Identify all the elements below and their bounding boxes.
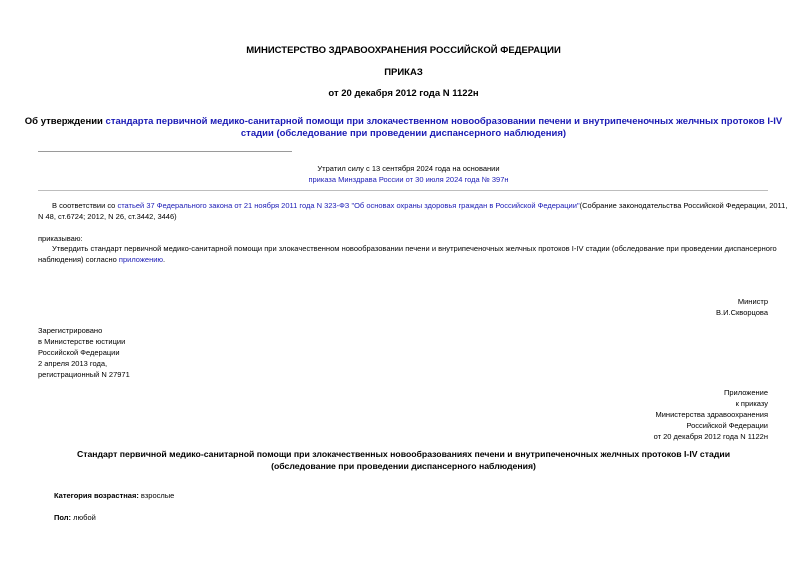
registration-line: 2 апреля 2013 года,: [38, 359, 108, 368]
order-text-line2: наблюдения) согласно приложению.: [38, 255, 166, 264]
age-category-label: Категория возрастная:: [54, 491, 139, 500]
doc-type-heading: ПРИКАЗ: [384, 67, 423, 78]
order-title-prefix: Об утверждении: [24, 116, 106, 127]
repeal-order-link[interactable]: приказа Минздрава России от 30 июля 2024 года № 397н: [308, 175, 509, 184]
appendix-line: к приказу: [735, 399, 768, 408]
preamble-source: (Собрание законодательства Российской Федерации, 2011,: [579, 201, 788, 210]
registration-line: регистрационный N 27971: [38, 370, 130, 379]
prikazyvayu: приказываю:: [38, 234, 83, 243]
appendix-line: от 20 декабря 2012 года N 1122н: [653, 432, 768, 441]
standard-title-line1: Стандарт первичной медико-санитарной помощи при злокачественных новообразованиях печени и внутрипеченочных желчных протоков I-IV стадии: [76, 449, 731, 459]
preamble-intro: В соответствии со: [52, 201, 118, 210]
standard-title-line2: (обследование при проведении диспансерного наблюдения): [271, 460, 536, 471]
appendix-block: [654, 387, 768, 442]
order-date-number: от 20 декабря 2012 года N 1122н: [328, 88, 479, 99]
standard-link-line2[interactable]: стадии (обследование при проведении диспансерного наблюдения): [240, 128, 567, 139]
appendix-line: Приложение: [724, 388, 768, 397]
standard-link-line1[interactable]: стандарта первичной медико-санитарной помощи при злокачественном новообразовании печени и внутрипеченочных желчных протоков I-IV: [105, 116, 783, 127]
sex-value: любой: [71, 513, 96, 522]
ministry-heading: МИНИСТЕРСТВО ЗДРАВООХРАНЕНИЯ РОССИЙСКОЙ ФЕДЕРАЦИИ: [246, 45, 561, 56]
status-note: [5, 163, 807, 185]
divider-short: [38, 151, 292, 152]
signature-name: В.И.Скворцова: [716, 308, 768, 317]
appendix-line: Российской Федерации: [686, 421, 768, 430]
order-text: [38, 243, 777, 265]
age-category-value: взрослые: [138, 491, 175, 500]
registration-line: Российской Федерации: [38, 348, 120, 357]
sex-label: Пол:: [54, 513, 72, 522]
order-title-line1: [0, 116, 807, 128]
registration-line: в Министерстве юстиции: [38, 337, 126, 346]
signature-position: Министр: [737, 297, 768, 306]
registration-line: Зарегистрировано: [38, 326, 103, 335]
law-title-link[interactable]: "Об основах охраны здоровья граждан в Российской Федерации": [351, 201, 580, 210]
law-article-link[interactable]: статьей 37 Федерального закона от 21 ноября 2011 года N 323-ФЗ: [117, 201, 350, 210]
sex-field: [54, 512, 96, 523]
order-title: [0, 116, 807, 140]
preamble-line1: [38, 200, 788, 211]
signature-block: [716, 296, 768, 318]
divider-long: [38, 190, 768, 191]
preamble: [38, 200, 788, 222]
preamble-line2: N 48, ст.6724; 2012, N 26, ст.3442, 3446): [38, 212, 177, 221]
standard-title: [0, 449, 807, 472]
status-line: Утратил силу с 13 сентября 2024 года на основании: [317, 164, 500, 173]
age-category: [54, 490, 174, 501]
appendix-line: Министерства здравоохранения: [655, 410, 768, 419]
order-text-line1: Утвердить стандарт первичной медико-санитарной помощи при злокачественном новообразовании печени и внутрипеченочных желчных протоков I-IV стадии (обследование при проведении диспансерного: [52, 244, 777, 253]
registration-block: [38, 325, 130, 380]
appendix-link[interactable]: приложению: [118, 255, 164, 264]
